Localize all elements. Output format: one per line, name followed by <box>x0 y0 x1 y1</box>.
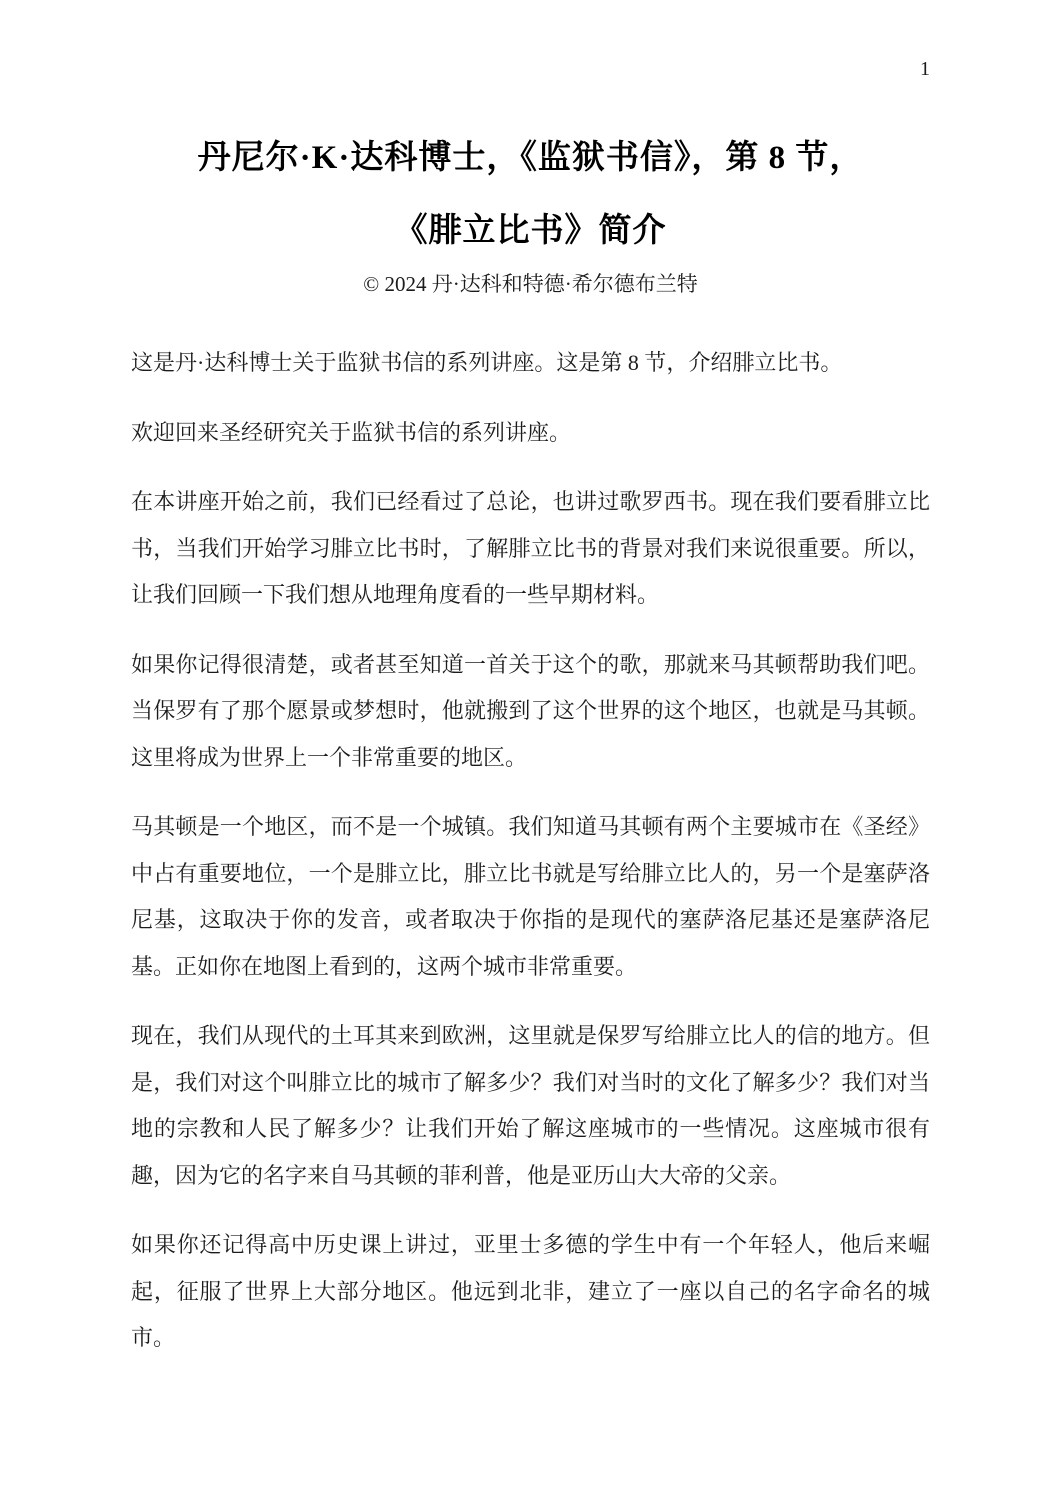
page-number: 1 <box>920 58 930 80</box>
document-body <box>131 340 930 1362</box>
paragraph-7: 如果你还记得高中历史课上讲过，亚里士多德的学生中有一个年轻人，他后来崛起，征服了世界上大部分地区。他远到北非，建立了一座以自己的名字命名的城市。 <box>131 1232 930 1350</box>
paragraph-3: 在本讲座开始之前，我们已经看过了总论，也讲过歌罗西书。现在我们要看腓立比书，当我们开始学习腓立比书时，了解腓立比书的背景对我们来说很重要。所以，让我们回顾一下我们想从地理角度看的一些早期材料。 <box>131 489 930 607</box>
title-line-1: 丹尼尔·K·达科博士，《监狱书信》，第 8 节， <box>197 140 864 176</box>
paragraph-6: 现在，我们从现代的土耳其来到欧洲，这里就是保罗写给腓立比人的信的地方。但是，我们对这个叫腓立比的城市了解多少？我们对当时的文化了解多少？我们对当地的宗教和人民了解多少？让我们开始了解这座城市的一些情况。这座城市很有趣，因为它的名字来自马其顿的菲利普，他是亚历山大大帝的父亲。 <box>131 1023 930 1188</box>
copyright-line: © 2024 丹·达科和特德·希尔德布兰特 <box>363 272 698 296</box>
paragraph-4: 如果你记得很清楚，或者甚至知道一首关于这个的歌，那就来马其顿帮助我们吧。当保罗有了那个愿景或梦想时，他就搬到了这个世界的这个地区，也就是马其顿。这里将成为世界上一个非常重要的地区。 <box>131 651 930 770</box>
title-line-2: 《腓立比书》简介 <box>394 213 667 249</box>
document-title <box>131 122 930 268</box>
paragraph-5: 马其顿是一个地区，而不是一个城镇。我们知道马其顿有两个主要城市在《圣经》中占有重要地位，一个是腓立比，腓立比书就是写给腓立比人的，另一个是塞萨洛尼基，这取决于你的发音，或者取决于你指的是现代的塞萨洛尼基还是塞萨洛尼基。正如你在地图上看到的，这两个城市非常重要。 <box>131 814 930 979</box>
paragraph-1: 这是丹·达科博士关于监狱书信的系列讲座。这是第 8 节，介绍腓立比书。 <box>131 350 843 375</box>
paragraph-2: 欢迎回来圣经研究关于监狱书信的系列讲座。 <box>131 419 572 445</box>
